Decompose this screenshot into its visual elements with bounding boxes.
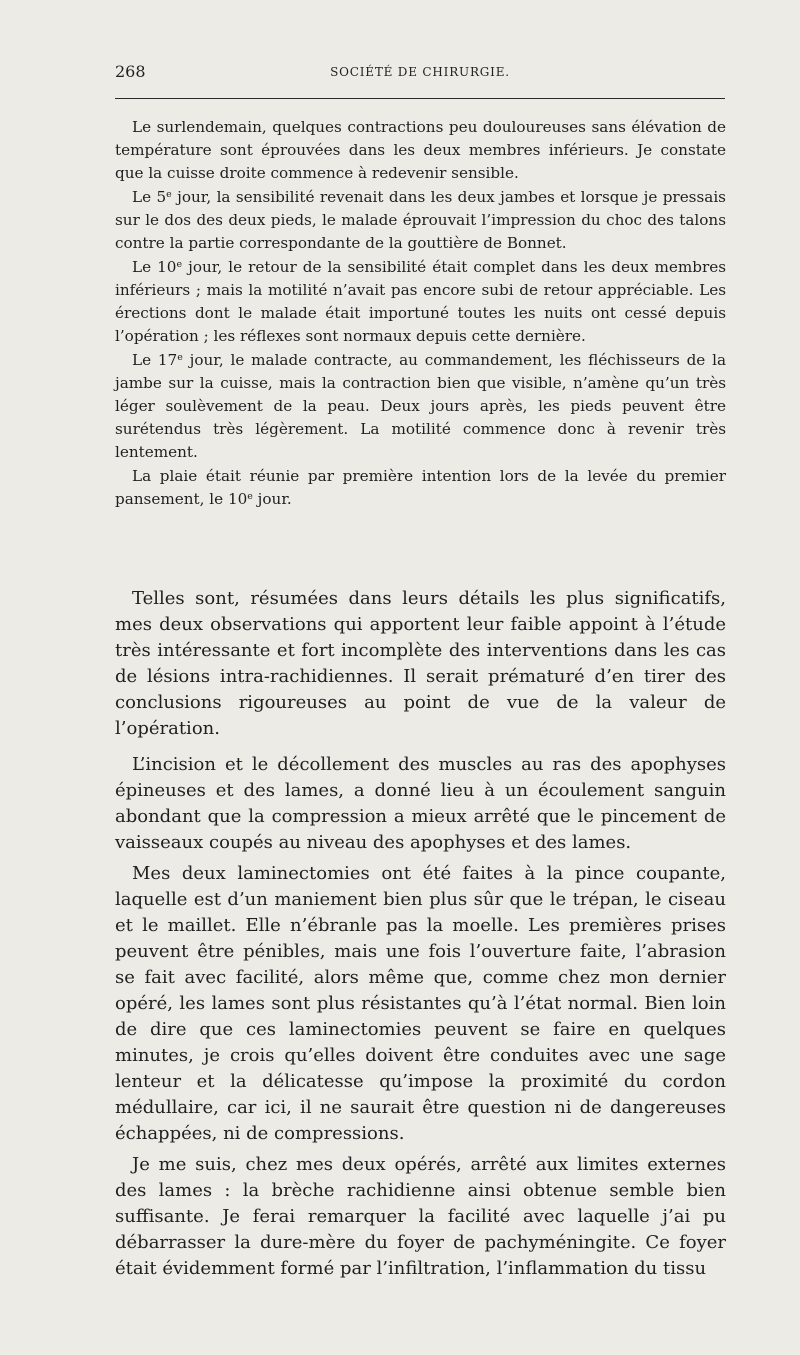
page-header [115, 62, 725, 86]
case-note-paragraph: Le 5e jour, la sensibilité revenait dans les deux jambes et lorsque je pressais sur le dos des deux pieds, le malade éprouvait l’impression du choc des talons contre la partie correspondante de la gouttière de Bonnet. [115, 188, 726, 252]
case-note-paragraph: Le 10e jour, le retour de la sensibilité était complet dans les deux membres inférieurs ; mais la motilité n’avait pas encore subi de retour appréciable. Les érections dont le malade était importuné toutes les nuits ont cessé depuis l’opération ; les réflexes sont normaux depuis cette dernière. [115, 258, 726, 345]
discussion-paragraph: Mes deux laminectomies ont été faites à la pince coupante, laquelle est d’un maniement bien plus sûr que le trépan, le ciseau et le maillet. Elle n’ébranle pas la moelle. Les premières prises peuvent être pénibles, mais une fois l’ouverture faite, l’abrasion se fait avec facilité, alors même que, comme chez mon dernier opéré, les lames sont plus résistantes qu’à l’état normal. Bien loin de dire que ces laminectomies peuvent se faire en quelques minutes, je crois qu’elles doivent être conduites avec une sage lenteur et la délicatesse qu’impose la proximité du cordon médullaire, car ici, il ne saurait être question ni de dangereuses échappées, ni de compressions. [115, 863, 726, 1144]
page-number: 268 [115, 62, 146, 81]
case-note-paragraph: La plaie était réunie par première intention lors de la levée du premier pansement, le 10e jour. [115, 467, 726, 508]
discussion-text [115, 586, 726, 1282]
case-note-paragraph: Le surlendemain, quelques contractions peu douloureuses sans élévation de température sont éprouvées dans les deux membres inférieurs. Je constate que la cuisse droite commence à redevenir sensible. [115, 118, 726, 182]
case-notes [115, 116, 726, 511]
running-title: SOCIÉTÉ DE CHIRURGIE. [330, 65, 510, 79]
discussion-paragraph: Telles sont, résumées dans leurs détails les plus significatifs, mes deux observations qui apportent leur faible appoint à l’étude très intéressante et fort incomplète des interventions dans les cas de lésions intra-rachidiennes. Il serait prématuré d’en tirer des conclusions rigoureuses au point de vue de la valeur de l’opération. [115, 588, 726, 739]
header-rule [115, 98, 725, 99]
case-note-paragraph: Le 17e jour, le malade contracte, au commandement, les fléchisseurs de la jambe sur la cuisse, mais la contraction bien que visible, n’amène qu’un très léger soulèvement de la peau. Deux jours après, les pieds peuvent être surétendus très légèrement. La motilité commence donc à revenir très lentement. [115, 351, 726, 461]
discussion-paragraph: Je me suis, chez mes deux opérés, arrêté aux limites externes des lames : la brèche rachidienne ainsi obtenue semble bien suffisante. Je ferai remarquer la facilité avec laquelle j’ai pu débarrasser la dure-mère du foyer de pachyméningite. Ce foyer était évidemment formé par l’infiltration, l’inflammation du tissu [115, 1154, 726, 1279]
discussion-paragraph: L’incision et le décollement des muscles au ras des apophyses épineuses et des lames, a donné lieu à un écoulement sanguin abondant que la compression a mieux arrêté que le pincement de vaisseaux coupés au niveau des apophyses et des lames. [115, 754, 726, 853]
